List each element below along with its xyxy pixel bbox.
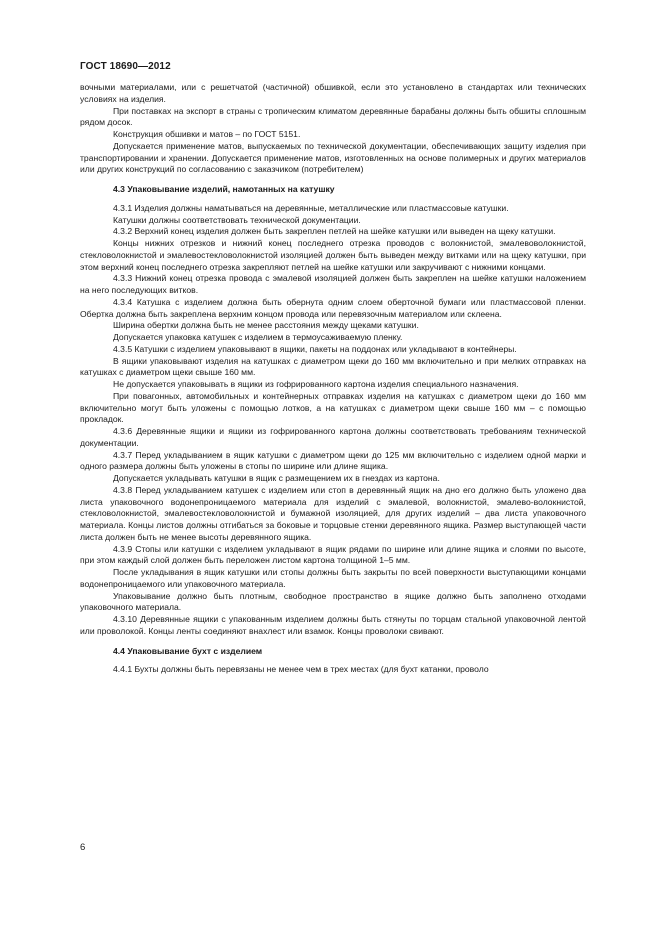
paragraph: 4.3.8 Перед укладыванием катушек с изделием или стоп в деревянный ящик на дно его должно быть уложено два листа упаковочного водонепроницаемого материала для изделий с эмалевой, волокнистой, эмалево-волокнистой, стекловолокнистой, эмалевостекловолокнистой и бумажной изоляцией, для других изделий – два листа упаковочного материала. Концы листов должны отгибаться за боковые и торцовые стенки деревянного ящика. Размер выступающей части листа должен быть не менее высоты деревянного ящика.	[80, 484, 586, 542]
paragraph: 4.3.10 Деревянные ящики с упакованным изделием должны быть стянуты по торцам стальной упаковочной лентой или проволокой. Концы ленты соединяют внахлест или взамок. Концы проволоки свивают.	[80, 614, 586, 636]
paragraph: При поставках на экспорт в страны с тропическим климатом деревянные барабаны должны быть обшиты сплошным рядом досок.	[80, 105, 586, 128]
paragraph: 4.3.6 Деревянные ящики и ящики из гофрированного картона должны соответствовать требованиям технической документации.	[80, 426, 586, 448]
paragraph: 4.3.4 Катушка с изделием должна быть обернута одним слоем оберточной бумаги или пластмассовой пленки. Обертка должна быть закреплена верхним концом провода или перевязочным материалом или склеена.	[80, 296, 586, 319]
paragraph: 4.3.5 Катушки с изделием упаковывают в ящики, пакеты на поддонах или укладывают в контейнеры.	[113, 343, 517, 354]
paragraph: После укладывания в ящик катушки или стопы должны быть закрыты по всей поверхности выступающими концами водонепроницаемого или упаковочного материала.	[80, 567, 586, 589]
section-heading-4-4: 4.4 Упаковывание бухт с изделием	[113, 645, 263, 656]
paragraph: 4.4.1 Бухты должны быть перевязаны не менее чем в трех местах (для бухт катанки, проволо	[113, 664, 489, 675]
paragraph: Допускается применение матов, выпускаемых по технической документации, обеспечивающих защиту изделия при транспортировании и хранении. Допускается применение матов, изготовленных на основе полимерных и других материалов или других конструкций по согласованию с заказчиком (потребителем)	[80, 140, 586, 175]
paragraph: Конструкция обшивки и матов – по ГОСТ 5151.	[113, 129, 301, 139]
paragraph: В ящики упаковывают изделия на катушках с диаметром щеки до 160 мм включительно и при мелких отправках на катушках с диаметром щеки свыше 160 мм.	[80, 355, 586, 378]
paragraph: 4.3.2 Верхний конец изделия должен быть закреплен петлей на шейке катушки или выведен на щеку катушки.	[113, 226, 556, 237]
paragraph: 4.3.3 Нижний конец отрезка провода с эмалевой изоляцией должен быть закреплен на шейке катушки наложением на него последующих витков.	[80, 273, 586, 295]
page-number: 6	[80, 842, 86, 853]
paragraph: Упаковывание должно быть плотным, свободное пространство в ящике должно быть заполнено отходами упаковочного материала.	[80, 590, 586, 613]
paragraph: Не допускается упаковывать в ящики из гофрированного картона изделия специального назначения.	[113, 379, 519, 389]
paragraph: 4.3.9 Стопы или катушки с изделием укладывают в ящик рядами по ширине или длине ящика и слоями по высоте, при этом каждый слой должен быть переложен листом картона толщиной 1–5 мм.	[80, 543, 586, 566]
paragraph: При повагонных, автомобильных и контейнерных отправках изделия на катушках с диаметром щеки до 160 мм включительно могут быть уложены с помощью лотков, а на катушках с диаметром щеки свыше 160 мм – с помощью прокладок.	[80, 390, 586, 425]
paragraph: 4.3.7 Перед укладыванием в ящик катушки с диаметром щеки до 125 мм включительно с изделием одной марки и одного размера должны быть уложены в стопы по ширине или длине ящика.	[80, 449, 586, 472]
standard-header: ГОСТ 18690—2012	[80, 61, 171, 72]
paragraph: вочными материалами, или с решетчатой (частичной) обшивкой, если это установлено в стандартах или технических условиях на изделия.	[80, 82, 586, 104]
paragraph: Катушки должны соответствовать технической документации.	[113, 214, 361, 225]
document-body	[80, 82, 586, 676]
paragraph: Ширина обертки должна быть не менее расстояния между щеками катушки.	[113, 320, 419, 331]
paragraph: Допускается упаковка катушек с изделием в термоусаживаемую пленку.	[113, 332, 403, 342]
paragraph: 4.3.1 Изделия должны наматываться на деревянные, металлические или пластмассовые катушки.	[113, 202, 509, 213]
paragraph: Концы нижних отрезков и нижний конец последнего отрезка проводов с волокнистой, эмалевоволокнистой, стекловолокнистой и эмалевостекловолокнистой изоляцией должен быть выведен между витками или на щеку катушки, при этом верхний конец последнего отрезка закрепляют петлей на шейке катушки или закручивают с нижними концами.	[80, 238, 586, 272]
section-heading-4-3: 4.3 Упаковывание изделий, намотанных на катушку	[113, 184, 335, 194]
paragraph: Допускается укладывать катушки в ящик с размещением их в гнездах из картона.	[113, 473, 440, 483]
